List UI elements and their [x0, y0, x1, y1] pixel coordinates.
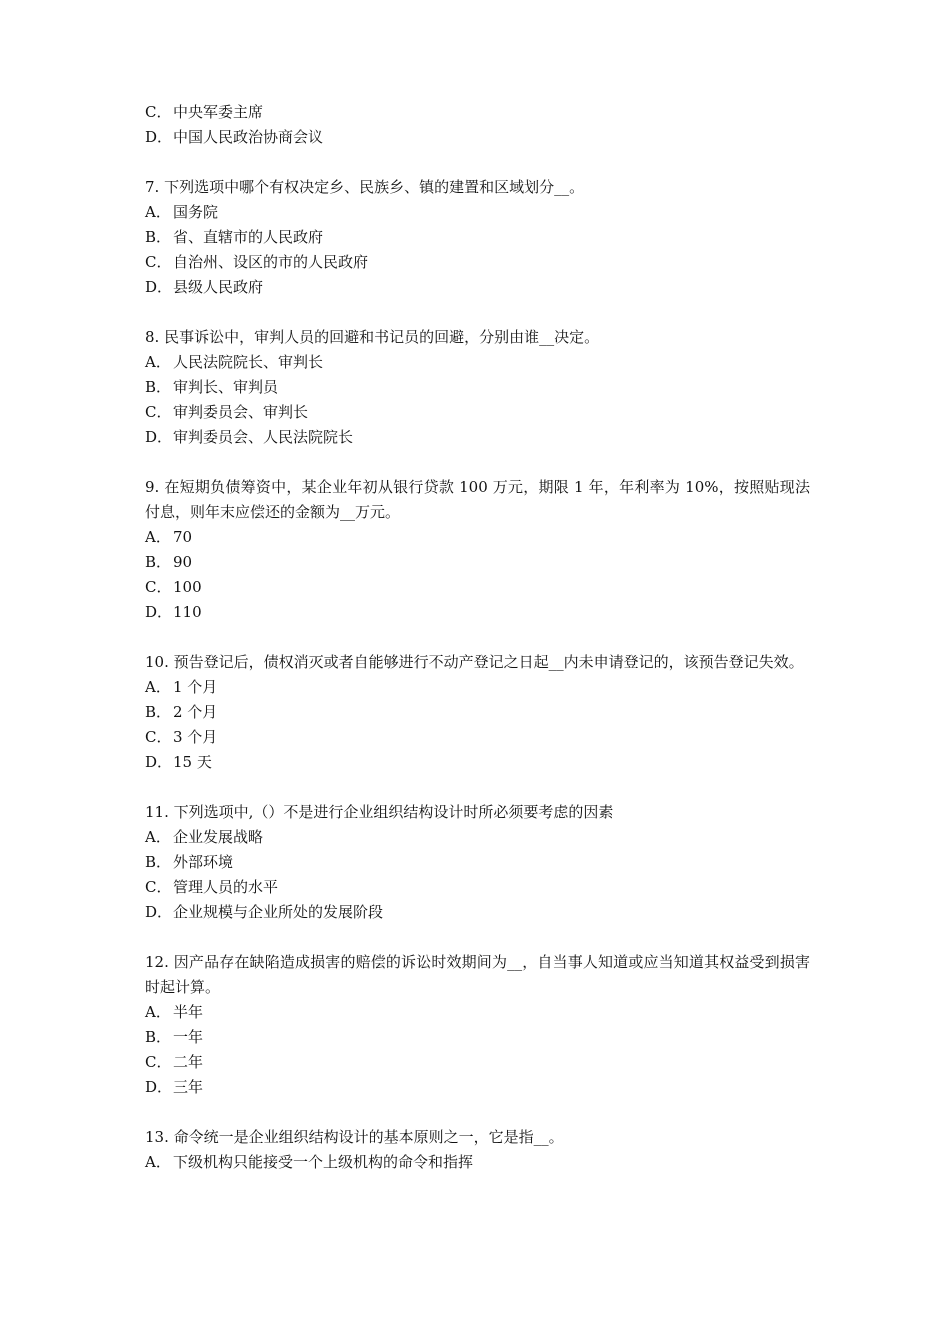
spacer	[145, 925, 810, 950]
spacer	[145, 150, 810, 175]
option-d: D．审判委员会、人民法院院长	[145, 428, 354, 446]
option-a: A． 人民法院院长、审判长	[145, 353, 324, 371]
option-d: D．15 天	[145, 753, 212, 771]
question-text: 在短期负债筹资中，某企业年初从银行贷款 100 万元，期限 1 年，年利率为 10%，按照贴现法付息，则年末应偿还的金额为__万元。	[145, 478, 810, 521]
option-b: B． 2 个月	[145, 703, 218, 721]
option-b: B． 审判长、审判员	[145, 378, 279, 396]
question-number: 9.	[145, 478, 160, 496]
question-stem	[145, 650, 810, 675]
question-text: 下列选项中,（）不是进行企业组织结构设计时所必须要考虑的因素	[173, 803, 614, 821]
question-text: 下列选项中哪个有权决定乡、民族乡、镇的建置和区域划分__。	[164, 178, 585, 196]
question-stem	[145, 950, 810, 1000]
option-b: B． 一年	[145, 1028, 204, 1046]
question-number: 13.	[145, 1128, 169, 1146]
question-block-9	[145, 475, 810, 625]
option-b: B． 90	[145, 553, 193, 571]
option-a: A． 半年	[145, 1003, 204, 1021]
option-c: C． 二年	[145, 1053, 204, 1071]
question-number: 12.	[145, 953, 169, 971]
question-number: 11.	[145, 803, 169, 821]
option-d: D．县级人民政府	[145, 278, 264, 296]
question-block-8	[145, 325, 810, 450]
question-stem	[145, 800, 810, 825]
question-number: 8.	[145, 328, 160, 346]
option-c: C． 管理人员的水平	[145, 878, 279, 896]
option-c: C． 审判委员会、审判长	[145, 403, 309, 421]
question-block-12	[145, 950, 810, 1100]
option-a: A． 下级机构只能接受一个上级机构的命令和指挥	[145, 1153, 474, 1171]
option-a: A． 国务院	[145, 203, 219, 221]
option-c: C． 自治州、设区的市的人民政府	[145, 253, 369, 271]
question-number: 10.	[145, 653, 169, 671]
question-block-11	[145, 800, 810, 925]
question-stem	[145, 1125, 810, 1150]
document-page	[145, 100, 810, 1175]
question-text: 民事诉讼中，审判人员的回避和书记员的回避，分别由谁__决定。	[164, 328, 600, 346]
option-b: B． 省、直辖市的人民政府	[145, 228, 324, 246]
spacer	[145, 1100, 810, 1125]
spacer	[145, 450, 810, 475]
question-text: 因产品存在缺陷造成损害的赔偿的诉讼时效期间为__，自当事人知道或应当知道其权益受到损害时起计算。	[145, 953, 810, 996]
option-c: C． 3 个月	[145, 728, 218, 746]
option-d: D．企业规模与企业所处的发展阶段	[145, 903, 384, 921]
option-c: C． 中央军委主席	[145, 103, 264, 121]
question-block-10	[145, 650, 810, 775]
option-a: A． 70	[145, 528, 193, 546]
question-stem	[145, 475, 810, 525]
question-text: 预告登记后，债权消灭或者自能够进行不动产登记之日起__内未申请登记的，该预告登记失效。	[173, 653, 804, 671]
spacer	[145, 625, 810, 650]
spacer	[145, 300, 810, 325]
question-block-6-continued	[145, 100, 810, 150]
question-block-13	[145, 1125, 810, 1175]
option-d: D．中国人民政治协商会议	[145, 128, 324, 146]
question-stem	[145, 175, 810, 200]
spacer	[145, 775, 810, 800]
option-d: D．110	[145, 603, 202, 621]
question-number: 7.	[145, 178, 160, 196]
option-c: C． 100	[145, 578, 202, 596]
option-d: D．三年	[145, 1078, 204, 1096]
option-a: A． 1 个月	[145, 678, 218, 696]
option-a: A． 企业发展战略	[145, 828, 264, 846]
option-b: B． 外部环境	[145, 853, 234, 871]
question-text: 命令统一是企业组织结构设计的基本原则之一，它是指__。	[173, 1128, 564, 1146]
question-stem	[145, 325, 810, 350]
question-block-7	[145, 175, 810, 300]
